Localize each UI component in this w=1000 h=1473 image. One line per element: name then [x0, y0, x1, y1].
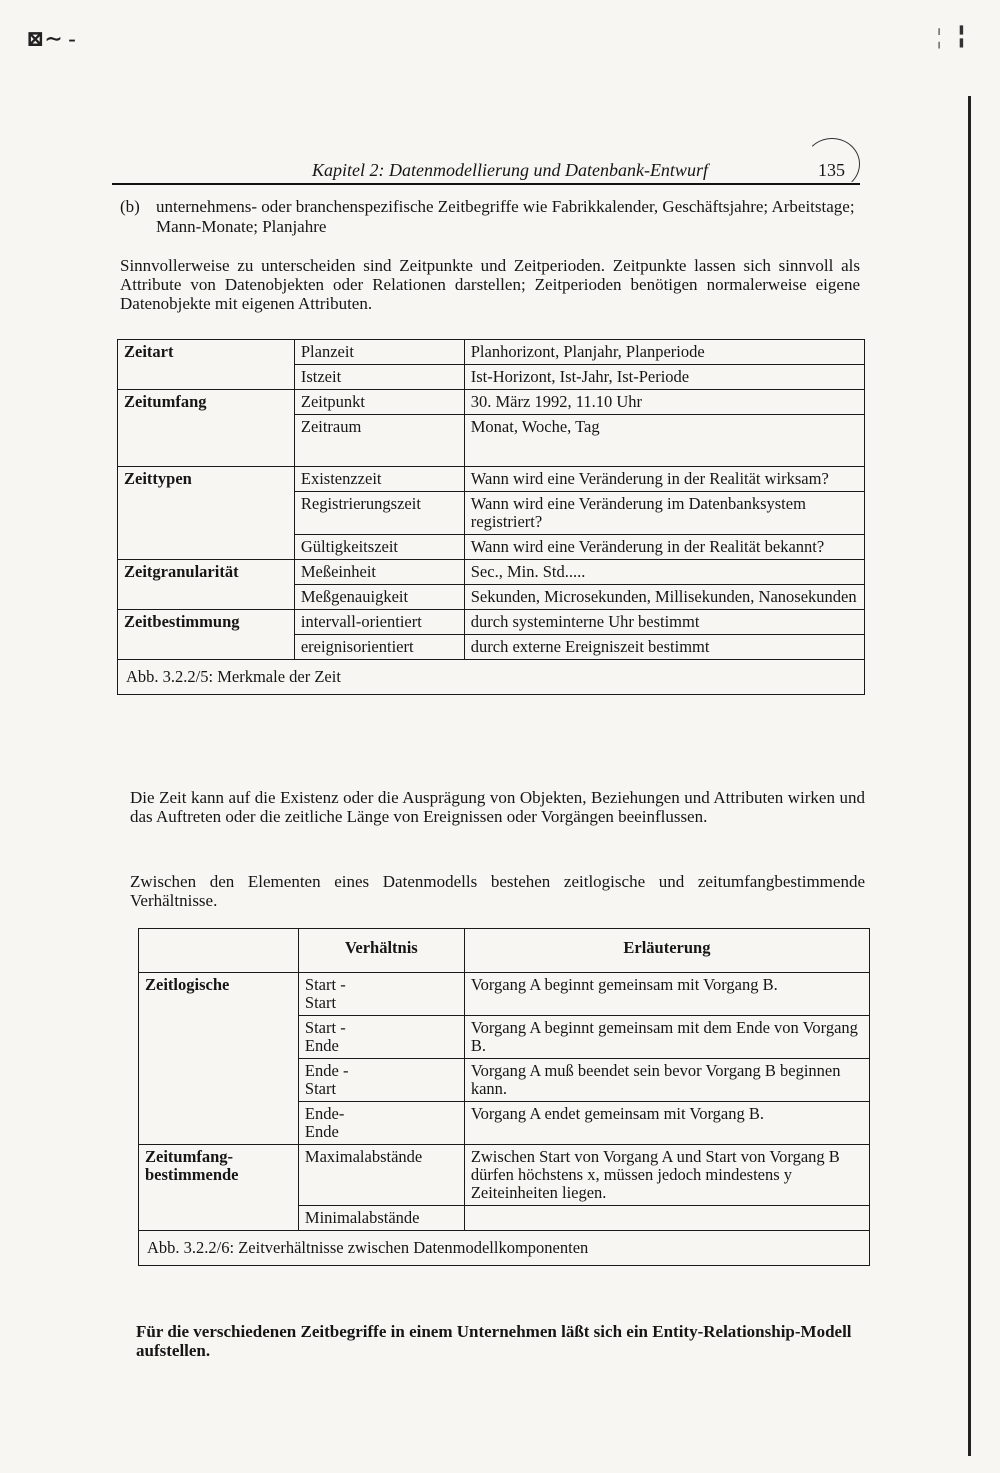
table-cell-category [118, 635, 295, 660]
table-row [118, 585, 865, 610]
time-attributes-table [117, 339, 865, 695]
table-cell-term: ereignisorientiert [294, 635, 464, 660]
table-caption-row [118, 660, 865, 695]
table-cell-term: intervall-orientiert [294, 610, 464, 635]
table-header-empty [139, 929, 299, 973]
table-cell-term: Registrierungszeit [294, 492, 464, 535]
scan-artifact-ticks: ¦ ╏ [936, 24, 972, 49]
relation-text: Start - Ende [304, 1018, 346, 1055]
relations-paragraph: Zwischen den Elementen eines Datenmodells bestehen zeitlogische und zeitumfangbestimmende Verhältnisse. [130, 872, 865, 910]
table-cell-category [139, 1145, 299, 1206]
scan-edge-line [968, 96, 971, 1456]
table-header-row [139, 929, 870, 973]
table-cell-desc: Monat, Woche, Tag [464, 415, 864, 467]
header-rule [112, 183, 860, 185]
table-cell-explanation: Vorgang A endet gemeinsam mit Vorgang B. [464, 1102, 869, 1145]
page-number: 135 [818, 160, 845, 180]
chapter-title: Kapitel 2: Datenmodellierung und Datenbank-Entwurf [312, 160, 708, 180]
table-cell-category [118, 585, 295, 610]
list-item-b [120, 197, 870, 237]
time-relations-table [138, 928, 870, 1266]
table-cell-desc: Wann wird eine Veränderung im Datenbanksystem registriert? [464, 492, 864, 535]
table-row [118, 610, 865, 635]
table-cell-category [118, 492, 295, 535]
table-row [118, 492, 865, 535]
table-row [118, 635, 865, 660]
table-cell-category: Zeitumfang [118, 390, 295, 415]
table-cell-relation: Maximalabstände [298, 1145, 464, 1206]
table-row [118, 467, 865, 492]
category-text: Zeitumfang- bestimmende [145, 1147, 239, 1184]
table-cell-term: Zeitpunkt [294, 390, 464, 415]
table-row [139, 1145, 870, 1206]
table-caption-row [139, 1231, 870, 1266]
table-cell-relation [298, 1059, 464, 1102]
relation-text: Ende - Start [304, 1061, 349, 1098]
table-cell-explanation: Vorgang A beginnt gemeinsam mit Vorgang B. [464, 973, 869, 1016]
table-cell-explanation [464, 1206, 869, 1231]
table-row [139, 1102, 870, 1145]
table-cell-category [139, 1016, 299, 1059]
table-cell-desc: Sec., Min. Std..... [464, 560, 864, 585]
table-cell-term: Zeitraum [294, 415, 464, 467]
table-row [139, 1206, 870, 1231]
table-row [118, 390, 865, 415]
table-cell-desc: Wann wird eine Veränderung in der Realität wirksam? [464, 467, 864, 492]
table-cell-desc: Planhorizont, Planjahr, Planperiode [464, 340, 864, 365]
table-cell-category [139, 1206, 299, 1231]
table-cell-relation: Minimalabstände [298, 1206, 464, 1231]
table-cell-category [139, 1102, 299, 1145]
table-cell-desc: durch externe Ereigniszeit bestimmt [464, 635, 864, 660]
table-header-explanation: Erläuterung [464, 929, 869, 973]
table-cell-category: Zeitart [118, 340, 295, 365]
table-row [139, 1016, 870, 1059]
table-cell-term: Gültigkeitszeit [294, 535, 464, 560]
table-cell-term: Istzeit [294, 365, 464, 390]
table-cell-relation [298, 1102, 464, 1145]
table-cell-desc: Sekunden, Microsekunden, Millisekunden, Nanosekunden [464, 585, 864, 610]
table-cell-category [118, 415, 295, 467]
table-cell-relation [298, 1016, 464, 1059]
table-cell-category: Zeittypen [118, 467, 295, 492]
table-cell-desc: Ist-Horizont, Ist-Jahr, Ist-Periode [464, 365, 864, 390]
table-row [118, 560, 865, 585]
table-row [118, 535, 865, 560]
intro-paragraph: Sinnvollerweise zu unterscheiden sind Zeitpunkte und Zeitperioden. Zeitpunkte lassen sich sinnvoll als Attribute von Datenobjekten oder Relationen darstellen; Zeitperioden benötigen normalerweise eigene Datenobjekte mit eigenen Attributen. [120, 256, 860, 313]
table-cell-explanation: Vorgang A muß beendet sein bevor Vorgang B beginnen kann. [464, 1059, 869, 1102]
list-item-text: unternehmens- oder branchenspezifische Zeitbegriffe wie Fabrikkalender, Geschäftsjahre; Arbeitstage; Mann-Monate; Planjahre [156, 197, 855, 236]
table-header-relation: Verhältnis [298, 929, 464, 973]
figure-caption: Abb. 3.2.2/5: Merkmale der Zeit [118, 660, 865, 695]
table-cell-explanation: Zwischen Start von Vorgang A und Start von Vorgang B dürfen höchstens x, müssen jedoch mindestens y Zeiteinheiten liegen. [464, 1145, 869, 1206]
closing-paragraph: Für die verschiedenen Zeitbegriffe in einem Unternehmen läßt sich ein Entity-Relationship-Modell aufstellen. [136, 1322, 852, 1360]
table-cell-category [139, 1059, 299, 1102]
relation-text: Ende- Ende [304, 1104, 345, 1141]
table-cell-desc: 30. März 1992, 11.10 Uhr [464, 390, 864, 415]
existence-paragraph: Die Zeit kann auf die Existenz oder die Ausprägung von Objekten, Beziehungen und Attributen wirken und das Auftreten oder die zeitliche Länge von Ereignissen oder Vorgängen beeinflussen. [130, 788, 865, 826]
table-row [139, 1059, 870, 1102]
table-cell-category [118, 535, 295, 560]
relation-text: Start - Start [304, 975, 346, 1012]
table-row [118, 415, 865, 467]
table-cell-term: Existenzzeit [294, 467, 464, 492]
table-cell-term: Meßgenauigkeit [294, 585, 464, 610]
table-cell-explanation: Vorgang A beginnt gemeinsam mit dem Ende von Vorgang B. [464, 1016, 869, 1059]
table-cell-category: Zeitgranularität [118, 560, 295, 585]
table-cell-term: Meßeinheit [294, 560, 464, 585]
table-row [118, 365, 865, 390]
list-item-label: (b) [120, 197, 140, 216]
table-cell-category: Zeitbestimmung [118, 610, 295, 635]
table-cell-category [118, 365, 295, 390]
table-cell-relation [298, 973, 464, 1016]
table-cell-category: Zeitlogische [139, 973, 299, 1016]
table-row [139, 973, 870, 1016]
table-cell-desc: Wann wird eine Veränderung in der Realität bekannt? [464, 535, 864, 560]
scan-artifact-mark: ⊠∼ - [26, 26, 76, 51]
table-cell-desc: durch systeminterne Uhr bestimmt [464, 610, 864, 635]
table-cell-term: Planzeit [294, 340, 464, 365]
table-row [118, 340, 865, 365]
figure-caption: Abb. 3.2.2/6: Zeitverhältnisse zwischen Datenmodellkomponenten [139, 1231, 870, 1266]
